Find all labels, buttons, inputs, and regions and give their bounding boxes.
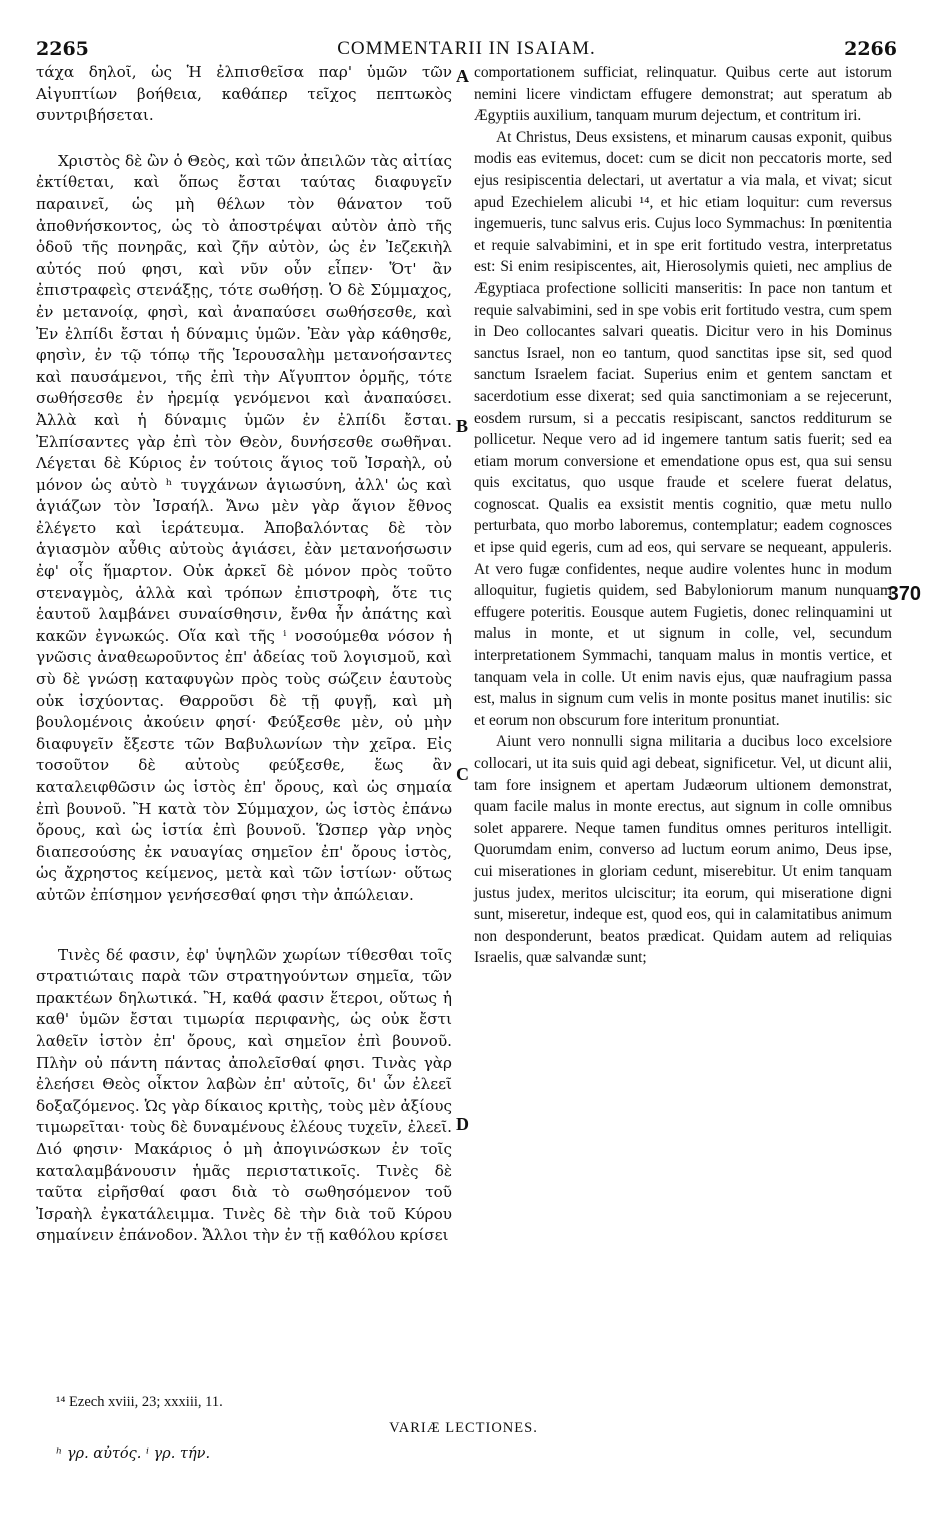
margin-marker-d: D: [456, 1114, 469, 1134]
page-number-right: 2266: [844, 38, 897, 60]
greek-paragraph-3: Τινὲς δέ φασιν, ἐφ' ὑψηλῶν χωρίων τίθεσθαι τοῖς στρατιώταις παρὰ τῶν στρατηγούντων σημεῖα, τῶν πρακτέων δηλωτικά. Ἢ, καθά φασιν ἕτεροι, οὕτως ἡ καθ' ὑμῶν ἔσται τιμωρία περιφανὴς, ὡς οὐκ ἔστι λαθεῖν ἱστὸν ἐπ' ὄρους, καὶ σημεῖον ἐπὶ βουνοῦ. Πλὴν οὐ πάντη πάντας ἀπολεῖσθαί φησι. Τινὰς γὰρ ἐλεήσει Θεὸς οἶκτον λαβὼν ἐπ' αὐτοῖς, δι' ὧν ἐλεεῖ δοξαζόμενος. Ὡς γὰρ δίκαιος κριτὴς, τοὺς μὲν ἀξίους τιμωρεῖται· τοὺς δὲ δυναμένους ἐλέους τυχεῖν, ἐλεεῖ. Διό φησιν· Μακάριος ὁ μὴ ἀπογινώσκων ἐν τοῖς καταλαμβάνουσιν ἡμᾶς περιστατικοῖς. Τινὲς δὲ ταῦτα εἰρῆσθαί φασι διὰ τὸ σωθησόμενον τοῦ Ἰσραὴλ ἐγκατάλειμμα. Τινὲς δὲ τὴν διὰ τοῦ Κύρου σημαίνειν ἐπάνοδον. Ἄλλοι τὴν ἐν τῇ καθόλου κρίσει: [36, 945, 452, 1245]
page-header: [36, 38, 897, 60]
greek-paragraph-1: τάχα δηλοῖ, ὡς Ἡ ἐλπισθεῖσα παρ' ὑμῶν τῶν Αἰγυπτίων βοήθεια, καθάπερ τεῖχος πεπτωκὸς συντριβήσεται.: [36, 63, 452, 125]
greek-column: [36, 62, 452, 1247]
footnote: ¹⁴ Ezech xviii, 23; xxxiii, 11.: [56, 1394, 223, 1410]
latin-paragraph-3: Aiunt vero nonnulli signa militaria a ducibus loco excelsiore collocari, ut ita suis quid agi debeat, significetur. Vel, ut dicunt alii, tam fore insignem et apertam Judæorum ultionem demonstrat, quam facile malus in monte erectus, aut signum in colle omnibus solet apparere. Neque tamen funditus omnes perituros intelligit. Quorumdam enim, converso ad luctum eorum animo, Deus ipse, cui miserationes in gloriam cedunt, miserebitur. Ut enim tanquam justus judex, meritos ulciscitur; ita eorum, qui miseratione digni sunt, miseretur, indeque est, quod eos, qui in calamitatibus animum non desponderunt, beatos prædicat. Quidam autem ad reliquias Israelis, quæ salvandæ sunt;: [474, 733, 892, 967]
latin-paragraph-1: comportationem sufficiat, relinquatur. Quibus certe aut istorum nemini licere vindictam effugere demonstrat; aut speratum ab Ægyptiis auxilium, tanquam murum dejectum, et contritum iri.: [474, 64, 892, 125]
variant-readings: ʰ γρ. αὐτός. ⁱ γρ. τήν.: [56, 1446, 211, 1462]
page-number-left: 2265: [36, 38, 89, 60]
margin-marker-c: C: [456, 764, 469, 784]
latin-paragraph-2: At Christus, Deus exsistens, et minarum causas exponit, quibus modis eas evitemus, docet: cum se dicit non peccatoris morte, sed ejus resipiscentia delectari, ut avertatur a via mala, et vivat; sicut apud Ezechielem alicubi ¹⁴, et hic etiam loquitur: cum reversus ingemueris, tunc salvus eris. Cujus loco Symmachus: In pœnitentia et requie salvabimini, et in spe erit fortitudo vestra, interpretatus est: Si enim resipiscentes, ait, Hierosolymis quieti, nec amplius de Ægyptiaca profectione solliciti manseritis: In pace non tantum et requie salvabimini, sed in spe vobis erit fortitudo vestra, cum spem in Deo collocantes salvari queatis. Dicitur vero in his Dominus sanctus Israel, non eo tantum, quod sanctitas ipse sit, sed quod sanctum Israelem faciat. Superius enim et gentem sanctam et sacerdotium esse dixerat; sed quia sanctimoniam a se rejecerunt, eosdem rursum, si a peccatis resipiscant, sanctos redditurum se pollicetur. Neque vero ad id ingemere tantum satis fuerit; sed ea etiam morum conversione et emendatione opus est, qua sui sensu quis excitatus, quo usque fraude et scelere fuerat delatus, cognoscat. Qualis ea exsistit mentis cognitio, quæ metu nullo perturbata, quo morbo laboremus, contemplatur; eadem cognosces et ipse quid egeris, cum ad eos, qui servare se nequeant, appuleris. At vero fugæ confidentes, neque audire volentes hunc in modum alloquitur, fugietis quidem, sed Babyloniorum manum nunquam effugere poteritis. Eousque autem Fugietis, donec relinquamini ut malus in monte, et ut signum in colle, vel, secundum interpretationem Symmachi, tanquam malus in montis vertice, et tanquam vela in colle. Ut enim navis ejus, quæ naufragium passa est, malus in signum cum velis in monte positus manet inutilis: sic et eorum non obscurum fore interitum pronuntiat.: [474, 128, 892, 729]
variae-lectiones-heading: VARIÆ LECTIONES.: [389, 1420, 538, 1436]
column-number: 370: [887, 583, 921, 605]
margin-marker-b: B: [456, 416, 469, 436]
running-title: COMMENTARII IN ISAIAM.: [337, 38, 596, 59]
greek-paragraph-2: Χριστὸς δὲ ὢν ὁ Θεὸς, καὶ τῶν ἀπειλῶν τὰς αἰτίας ἐκτίθεται, καὶ ὅπως ἔσται ταύτας διαφυγεῖν παραινεῖ, ὡς μὴ θέλων τὸν θάνατον τοῦ ἀποθνήσκοντος, ὡς τὸ ἀποστρέψαι αὐτὸν ἀπὸ τῆς ὁδοῦ τῆς πονηρᾶς, καὶ ζῆν αὐτὸν, ὡς ἐν Ἰεζεκιὴλ αὐτός πού φησι, καὶ νῦν οὖν εἶπεν· Ὅτ' ἂν ἐπιστραφεὶς στενάξῃς, τότε σωθήσῃ. Ὁ δὲ Σύμμαχος, ἐν μετανοίᾳ, φησὶ, καὶ ἀναπαύσει σωθήσεσθε, καὶ Ἐν ἐλπίδι ἔσται ἡ δύναμις ὑμῶν. Ἐὰν γὰρ κάθησθε, φησὶν, ἐν τῷ τόπῳ τῆς Ἱερουσαλὴμ μετανοήσαντες καὶ παυσάμενοι, τῆς ἐπὶ τὴν Αἴγυπτον ὁρμῆς, τότε σωθήσεσθε ἐν ἠρεμίᾳ γενόμενοι καὶ ἀναπαύσει. Ἀλλὰ καὶ ἡ δύναμις ὑμῶν ἐν ἐλπίδι ἔσται. Ἐλπίσαντες γὰρ ἐπὶ τὸν Θεὸν, δυνήσεσθε σωθῆναι. Λέγεται δὲ Κύριος ἐν τούτοις ἅγιος τοῦ Ἰσραὴλ, οὐ μόνον ὡς αὐτὸ ʰ τυγχάνων ἁγιωσύνη, ἀλλ' ὡς καὶ ἁγιάζων τὸν Ἰσραήλ. Ἄνω μὲν γὰρ ἅγιον ἔθνος ἐλέγετο καὶ ἱεράτευμα. Ἀποβαλόντας δὲ τὸν ἁγιασμὸν αὖθις αὐτοὺς ἁγιάσει, ἐὰν μετανοήσωσιν ἐφ' οἷς ἥμαρτον. Οὐκ ἀρκεῖ δὲ μόνον πρὸς τοῦτο στεναγμὸς, ἀλλὰ καὶ τρόπων ἐπιστροφὴ, ὅτε τις ἑαυτοῦ λαμβάνει συναίσθησιν, ἔνθα ἦν ἀπάτης καὶ κακῶν ἐγνωκώς. Οἵα καὶ τῆς ⁱ νοσούμεθα νόσον ἡ γνῶσις ἀναθεωροῦντος ἐπ' ἀδείας τοῦ λογισμοῦ, καὶ σὺ δὲ γνώσῃ καταφυγὼν πρὸς τοὺς σώζειν ἑαυτοὺς οὐκ ἰσχύοντας. Θαρροῦσι δὲ τῇ φυγῇ, καὶ μὴ βουλομένοις ἀκούειν φησί· Φεύξεσθε μὲν, οὐ μὴν διαφυγεῖν ἔξεστε τῶν Βαβυλωνίων τὴν χεῖρα. Εἰς τοσοῦτον δὲ αὐτοὺς φεύξεσθε, ἕως ἂν καταλειφθῶσιν ὡς ἱστὸς ἐπ' ὄρους, καὶ ὡς σημαία ἐπὶ βουνοῦ. Ἢ κατὰ τὸν Σύμμαχον, ὡς ἱστὸς ἐπάνω ὄρους, καὶ ὡς ἱστία ἐπὶ βουνοῦ. Ὥσπερ γὰρ νηὸς διαπεσούσης ἐκ ναυαγίας σημεῖον ἐπ' ὄρους ἱστὸς, ὡς ἄχρηστος κείμενος, μετὰ καὶ τῶν ἱστίων· οὕτως αὐτῶν ἐπίσημον γενήσεσθαί φησι τὴν ἀπώλειαν.: [36, 151, 452, 904]
margin-marker-a: A: [456, 66, 469, 86]
latin-column: [474, 62, 892, 969]
